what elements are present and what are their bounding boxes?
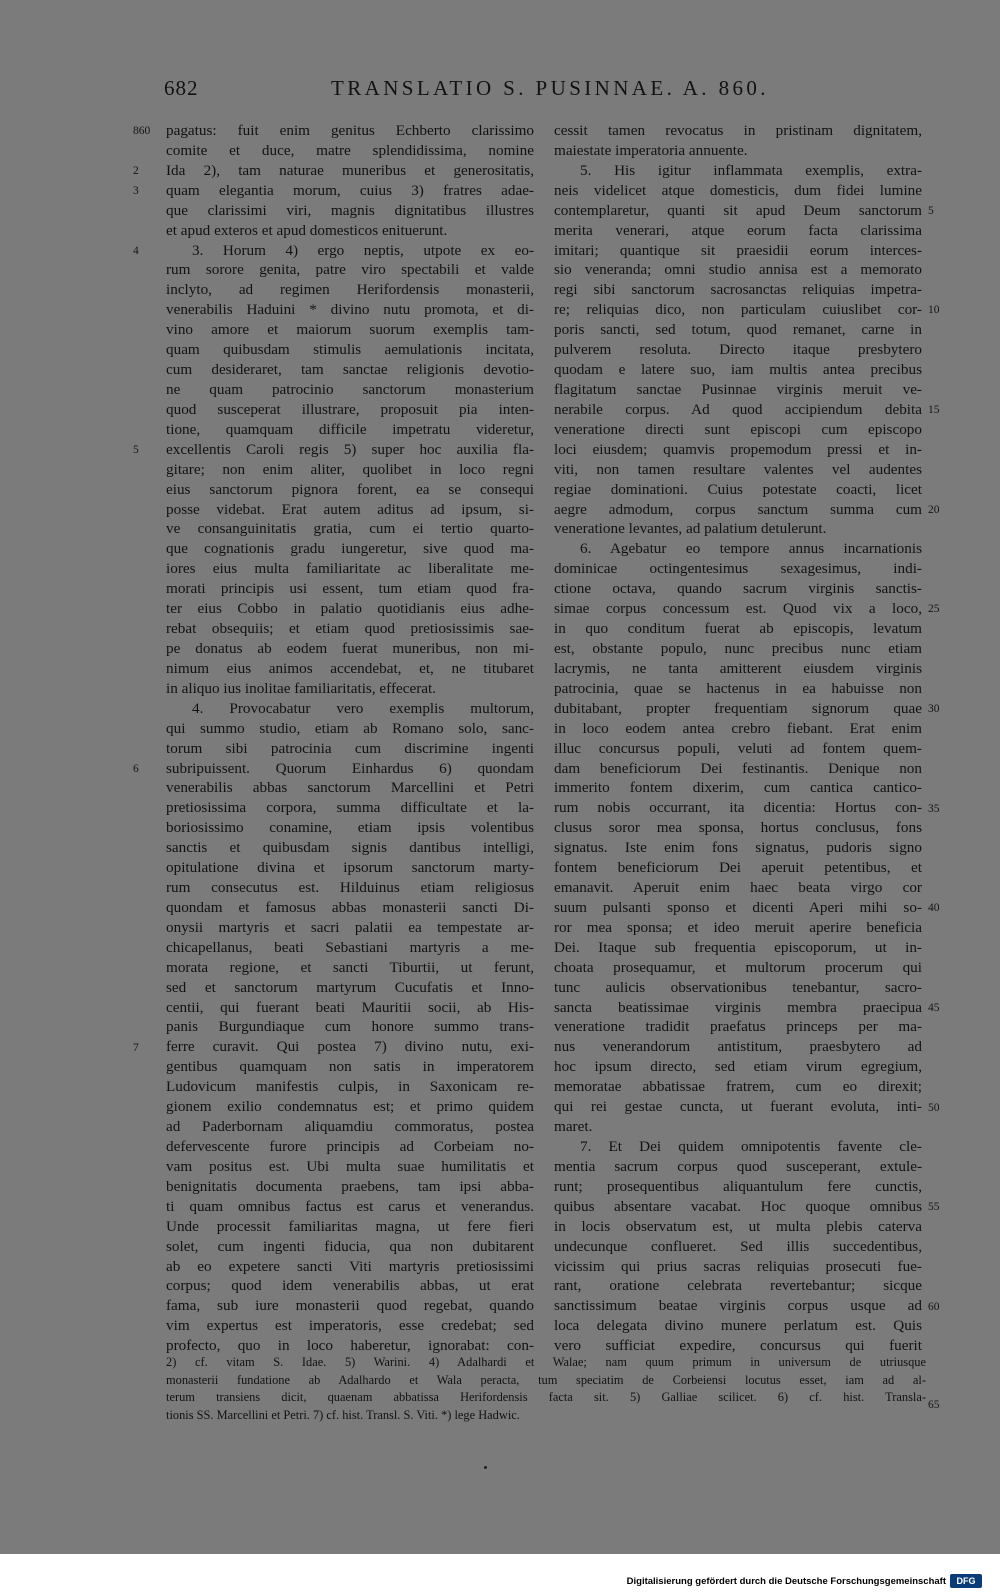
left-column-line: excellentis Caroli regis 5) super hoc auxilia fla- (166, 440, 534, 458)
right-column-line: patrocinia, quae se hactenus in ea habuisse non (554, 679, 922, 697)
footnote-line: terum transiens dicit, quaenam abbatissa Herifordensis facta sit. 5) Galliae scilicet. 6) cf. hist. Transla- (166, 1390, 926, 1405)
margin-line-number: 35 (928, 802, 940, 815)
right-column-line: nerabile corpus. Ad quod accipiendum debita (554, 400, 922, 418)
right-column-line: veneratione directi sunt episcopi cum episcopo (554, 420, 922, 438)
right-column-line: in loco eodem antea crebro fiebant. Erat enim (554, 719, 922, 737)
left-column-line: tione, quamquam difficile impetratu videretur, (166, 420, 534, 438)
right-column-line: 5. His igitur inflammata exemplis, extra- (580, 161, 922, 179)
right-column-line: runt; prosequentibus aliquantulum fere cunctis, (554, 1177, 922, 1195)
dfg-credit: Digitalisierung gefördert durch die Deutsche Forschungsgemeinschaft (626, 1576, 946, 1587)
left-column-line: rebat obsequiis; et etiam quod pretiosissimis sae- (166, 620, 534, 638)
right-column-line: simae corpus concessum est. Quod vix a loco, (554, 600, 922, 618)
margin-line-number: 15 (928, 404, 940, 417)
left-column-line: in aliquo ius inolitae familiaritatis, effecerat. (166, 679, 437, 697)
left-column-line: sed et sanctorum martyrum Cucufatis et Inno- (166, 978, 534, 996)
right-column-line: flagitatum sanctae Pusinnae virginis meruit ve- (554, 380, 922, 398)
left-column-line: quondam et famosus abbas monasterii sancti Di- (166, 898, 534, 916)
left-column-line: rum sorore genita, patre viro spectabili et valde (166, 261, 534, 279)
right-column-line: contemplaretur, quanti sit apud Deum sanctorum (554, 201, 922, 219)
right-column-line: clusus soror mea sponsa, hortus conclusus, fons (554, 819, 922, 837)
right-column-line: suum pulsanti sponso et dicenti Aperi mihi so- (554, 898, 922, 916)
left-column-line: ab eo expetere sancti Viti martyris pretiosissimi (166, 1257, 534, 1275)
right-column-line: veneratione levantes, ad palatium detulerunt. (554, 520, 827, 538)
left-column-line: pretiosissima corpora, summa difficultate et la- (166, 799, 534, 817)
left-column-line: opitulatione divina et ipsorum sanctorum marty- (166, 859, 534, 877)
left-column-line: Unde processit familiaritas magna, ut fere fieri (166, 1217, 534, 1235)
left-column-line: centii, qui fuerant beati Mauritii socii, ab His- (166, 998, 534, 1016)
right-column-line: re; reliquias dico, non particulam cuiuslibet cor- (554, 301, 922, 319)
left-column-line: vam positus est. Ubi multa suae humilitatis et (166, 1157, 534, 1175)
left-column-line: pagatus: fuit enim genitus Echberto clarissimo (166, 122, 534, 139)
right-column-line: merita venerari, atque eorum facta clarissima (554, 221, 922, 239)
right-column-line: sancta beatissimae virginis membra praecipua (554, 998, 922, 1016)
footnotes (166, 1354, 926, 1424)
right-text-column (554, 121, 922, 1356)
left-column-line: comite et duce, matre splendidissima, nomine (166, 141, 534, 159)
running-title: TRANSLATIO S. PUSINNAE. A. 860. (331, 76, 769, 100)
page-number: 682 (164, 76, 199, 100)
right-column-line: Dei. Itaque sub frequentia episcoporum, ut in- (554, 938, 922, 956)
margin-line-number: 55 (928, 1201, 940, 1214)
left-column-line: pe donatus ab eodem fuerat muneribus, non mi- (166, 639, 534, 657)
left-column-line: panis Burgundiaque cum honore summo trans- (166, 1018, 534, 1036)
left-column-line: nimum eius animos accendebat, et, ne titubaret (166, 659, 534, 677)
right-column-line: rant, oratione celebrata revertebantur; sicque (554, 1277, 922, 1295)
right-column-line: veneratione tradidit praefatus princeps per ma- (554, 1018, 922, 1036)
right-column-line: lacrymis, ne tanta amitterent eiusdem virginis (554, 659, 922, 677)
right-column-line: emanavit. Aperuit enim haec beata virgo cor (554, 879, 922, 897)
margin-line-number: 25 (928, 603, 940, 616)
left-column-line: inclyto, ad regimen Herifordensis monasterii, (166, 281, 534, 299)
right-column-line: nus venerandorum antistitum, praesbytero ad (554, 1038, 922, 1056)
margin-line-number: 50 (928, 1101, 940, 1114)
left-column-line: solet, cum ingenti fiducia, qua non dubitarent (166, 1237, 534, 1255)
footer-bar (0, 1554, 1000, 1593)
left-column-line: boriosissimo conamine, etiam ipsis volentibus (166, 819, 534, 837)
footnote-line-number: 65 (928, 1399, 940, 1411)
right-column-line: vero sufficiat expedire, concursus qui fuerit (554, 1337, 922, 1355)
left-column-line: 4. Provocabatur vero exemplis multorum, (192, 699, 534, 717)
margin-line-number: 30 (928, 702, 940, 715)
left-text-column (166, 121, 534, 1356)
left-column-line: quam elegantia morum, cuius 3) fratres adae- (166, 181, 534, 199)
left-column-line: qui summo studio, etiam ab Romano solo, sanc- (166, 719, 534, 737)
left-column-line: quod susceperat illustrare, proposuit pia inten- (166, 400, 534, 418)
running-header (160, 76, 940, 106)
left-column-line: vim expertus est imperatoris, esse credebat; sed (166, 1317, 534, 1335)
right-column-line: est, obstante populo, nunc precibus nunc etiam (554, 639, 922, 657)
left-column-line: vino amore et maiorum suorum exemplis tam- (166, 321, 534, 339)
right-column-line: maret. (554, 1118, 593, 1136)
page-dot (484, 1466, 487, 1469)
left-column-line: benignitatis documenta praebens, tam ipsi abba- (166, 1177, 534, 1195)
right-column-line: loci eiusdem; quamvis propemodum pressi et in- (554, 440, 922, 458)
right-column-line: imitari; quantique sit praesidii eorum interces- (554, 241, 922, 259)
dfg-logo: DFG (950, 1574, 982, 1588)
left-column-line: iores eius multa familiaritate ac liberalitate me- (166, 560, 534, 578)
margin-line-number: 4 (133, 244, 139, 257)
left-column-line: ve consanguinitatis gratia, cum ei tertio quarto- (166, 520, 534, 538)
left-column-line: corpus; quod idem venerabilis abbas, ut erat (166, 1277, 534, 1295)
left-column-line: gitare; non enim aliter, quolibet in loco regni (166, 460, 534, 478)
left-column-line: que clarissimi viri, magnis dignitatibus illustres (166, 201, 534, 219)
left-column-line: fama, sub iure monasterii quod regebat, quando (166, 1297, 534, 1315)
left-column-line: venerabilis abbas sanctorum Marcellini et Petri (166, 779, 534, 797)
left-column-line: rum consecutus est. Hilduinus etiam religiosus (166, 879, 534, 897)
right-column-line: quibus absentare vacabat. Hoc quoque omnibus (554, 1197, 922, 1215)
right-column-line: mentia sacrum corpus quod susceperant, extule- (554, 1157, 922, 1175)
right-column-line: in locis observatum est, ut multa plebis caterva (554, 1217, 922, 1235)
left-column-line: defervescente furore principis ad Corbeiam no- (166, 1138, 534, 1156)
margin-line-number: 7 (133, 1041, 139, 1054)
left-column-line: et apud exteros et apud domesticos enituerunt. (166, 221, 448, 239)
margin-line-number: 60 (928, 1300, 940, 1313)
right-column-line: 6. Agebatur eo tempore annus incarnationis (580, 540, 922, 558)
right-column-line: hoc ipsum directo, sed etiam virum egregium, (554, 1058, 922, 1076)
right-column-line: ror mea sponsa; et ideo meruit aperire beneficia (554, 918, 922, 936)
footnote-line: 2) cf. vitam S. Idae. 5) Warini. 4) Adalhardi et Walae; nam quum primum in universum de utriusque (166, 1355, 926, 1369)
right-column-line: sanctissimum beatae virginis corpus usque ad (554, 1297, 922, 1315)
right-column-line: illuc concursus populi, veluti ad fontem quem- (554, 739, 922, 757)
right-column-line: dubitabant, propter frequentiam signorum quae (554, 699, 922, 717)
right-column-line: loca delegata divino munere perlatum est. Quis (554, 1317, 922, 1335)
margin-line-number: 5 (133, 443, 139, 456)
margin-line-number: 45 (928, 1001, 940, 1014)
left-column-line: onysii martyris et sacri palatii ea tempestate ar- (166, 918, 534, 936)
right-column-line: ctione octava, quando sacrum virginis sanctis- (554, 580, 922, 598)
margin-line-number: 860 (133, 125, 151, 137)
right-column-line: maiestate imperatoria annuente. (554, 141, 748, 159)
right-column-line: in quo conditum fuerat ab episcopis, levatum (554, 620, 922, 638)
right-column-line: undecunque conflueret. Sed illis succedentibus, (554, 1237, 922, 1255)
right-column-line: vicissim qui prius sacras reliquias prosecuti fue- (554, 1257, 922, 1275)
left-column-line: subripuissent. Quorum Einhardus 6) quondam (166, 759, 534, 777)
right-column-line: cessit tamen revocatus in pristinam dignitatem, (554, 122, 922, 139)
left-column-line: quam quibusdam stimulis aemulationis incitata, (166, 341, 534, 359)
margin-line-number: 40 (928, 902, 940, 915)
right-column-line: poris sancti, sed totum, quod remanet, carne in (554, 321, 922, 339)
right-column-line: dam beneficiorum Dei festinantis. Denique non (554, 759, 922, 777)
right-column-line: neis videlicet atque domesticis, dum fidei lumine (554, 181, 922, 199)
right-column-line: memoratae abbatissae fratrem, cum eo direxit; (554, 1078, 922, 1096)
right-column-line: 7. Et Dei quidem omnipotentis favente cle- (580, 1138, 922, 1156)
right-column-line: signatus. Iste enim fons signatus, pudoris signo (554, 839, 922, 857)
left-column-line: que cognationis gradu iungeretur, sive quod ma- (166, 540, 534, 558)
left-column-line: eius sanctorum pignora forent, ea se consequi (166, 480, 534, 498)
left-column-line: ne quam patrocinio sanctorum monasterium (166, 380, 534, 398)
right-column-line: tunc aulicis observationibus tenebantur, sacro- (554, 978, 922, 996)
right-column-line: pulverem resoluta. Directo itaque presbytero (554, 341, 922, 359)
right-column-line: choata prosequamur, et multorum procerum qui (554, 958, 922, 976)
left-column-line: torum sibi patrocinia cum discrimine ingenti (166, 739, 534, 757)
right-column-line: aegre admodum, corpus sanctum summa cum (554, 500, 922, 518)
right-column-line: dominicae octingentesimus sexagesimus, indi- (554, 560, 922, 578)
left-column-line: ad Paderbornam aliquamdiu commoratus, postea (166, 1118, 534, 1136)
left-column-line: gionem exilio condemnatus est; et primo quidem (166, 1098, 534, 1116)
right-column-line: regi sibi sanctorum sacrosanctas reliquias impetra- (554, 281, 922, 299)
footnote-line: tionis SS. Marcellini et Petri. 7) cf. hist. Transl. S. Viti. *) lege Hadwic. (166, 1407, 520, 1422)
left-column-line: chicapellanus, beati Sebastiani martyris a me- (166, 938, 534, 956)
right-column-line: rum nobis occurrant, ita dicentia: Hortus con- (554, 799, 922, 817)
right-column-line: sio veneranda; omni studio annisa est a memorato (554, 261, 922, 279)
footnote-line: monasterii fundatione ab Adalhardo et Wala peracta, tum speciatim de Corbeiensi locutus esset, iam ad al- (166, 1372, 926, 1387)
left-column-line: 3. Horum 4) ergo neptis, utpote ex eo- (192, 241, 534, 259)
margin-line-number: 6 (133, 762, 139, 775)
right-column-line: immerito fontem dixerim, cum cantica cantico- (554, 779, 922, 797)
margin-line-number: 5 (928, 204, 934, 217)
right-column-line: qui rei gestae cuncta, ut fuerant evoluta, inti- (554, 1098, 922, 1116)
margin-line-number: 10 (928, 304, 940, 317)
left-column-line: profecto, quo in loco haberetur, ignorabat: con- (166, 1337, 534, 1355)
right-column-line: quodam e latere suo, iam multis antea precibus (554, 361, 922, 379)
margin-line-number: 20 (928, 503, 940, 516)
left-column-line: venerabilis Haduini * divino nutu promota, et di- (166, 301, 534, 319)
left-column-line: cum desideraret, tam sanctae religionis devotio- (166, 361, 534, 379)
margin-line-number: 2 (133, 164, 139, 177)
left-column-line: sanctis et quibusdam signis dantibus intelligi, (166, 839, 534, 857)
right-column-line: viti, non tamen resultare valentes vel audentes (554, 460, 922, 478)
left-column-line: posse videbat. Erat autem aditus ad ipsum, si- (166, 500, 534, 518)
right-column-line: fontem beneficiorum Dei aperuit petentibus, et (554, 859, 922, 877)
left-column-line: Ludovicum manifestis culpis, in Saxonicam re- (166, 1078, 534, 1096)
right-column-line: regiae dominationi. Cuius potestate coacti, licet (554, 480, 922, 498)
left-column-line: ferre curavit. Qui postea 7) divino nutu, exi- (166, 1038, 534, 1056)
left-column-line: morati principis usi essent, tum etiam quod fra- (166, 580, 534, 598)
left-column-line: ter eius Cobbo in palatio quotidianis eius adhe- (166, 600, 534, 618)
left-column-line: morata regione, et sancti Tiburtii, ut ferunt, (166, 958, 534, 976)
left-column-line: Ida 2), tam naturae muneribus et generositatis, (166, 161, 534, 179)
left-column-line: ti quam omnibus factus est carus et venerandus. (166, 1197, 534, 1215)
left-column-line: gentibus quamquam non satis in imperatorem (166, 1058, 534, 1076)
margin-line-number: 3 (133, 184, 139, 197)
